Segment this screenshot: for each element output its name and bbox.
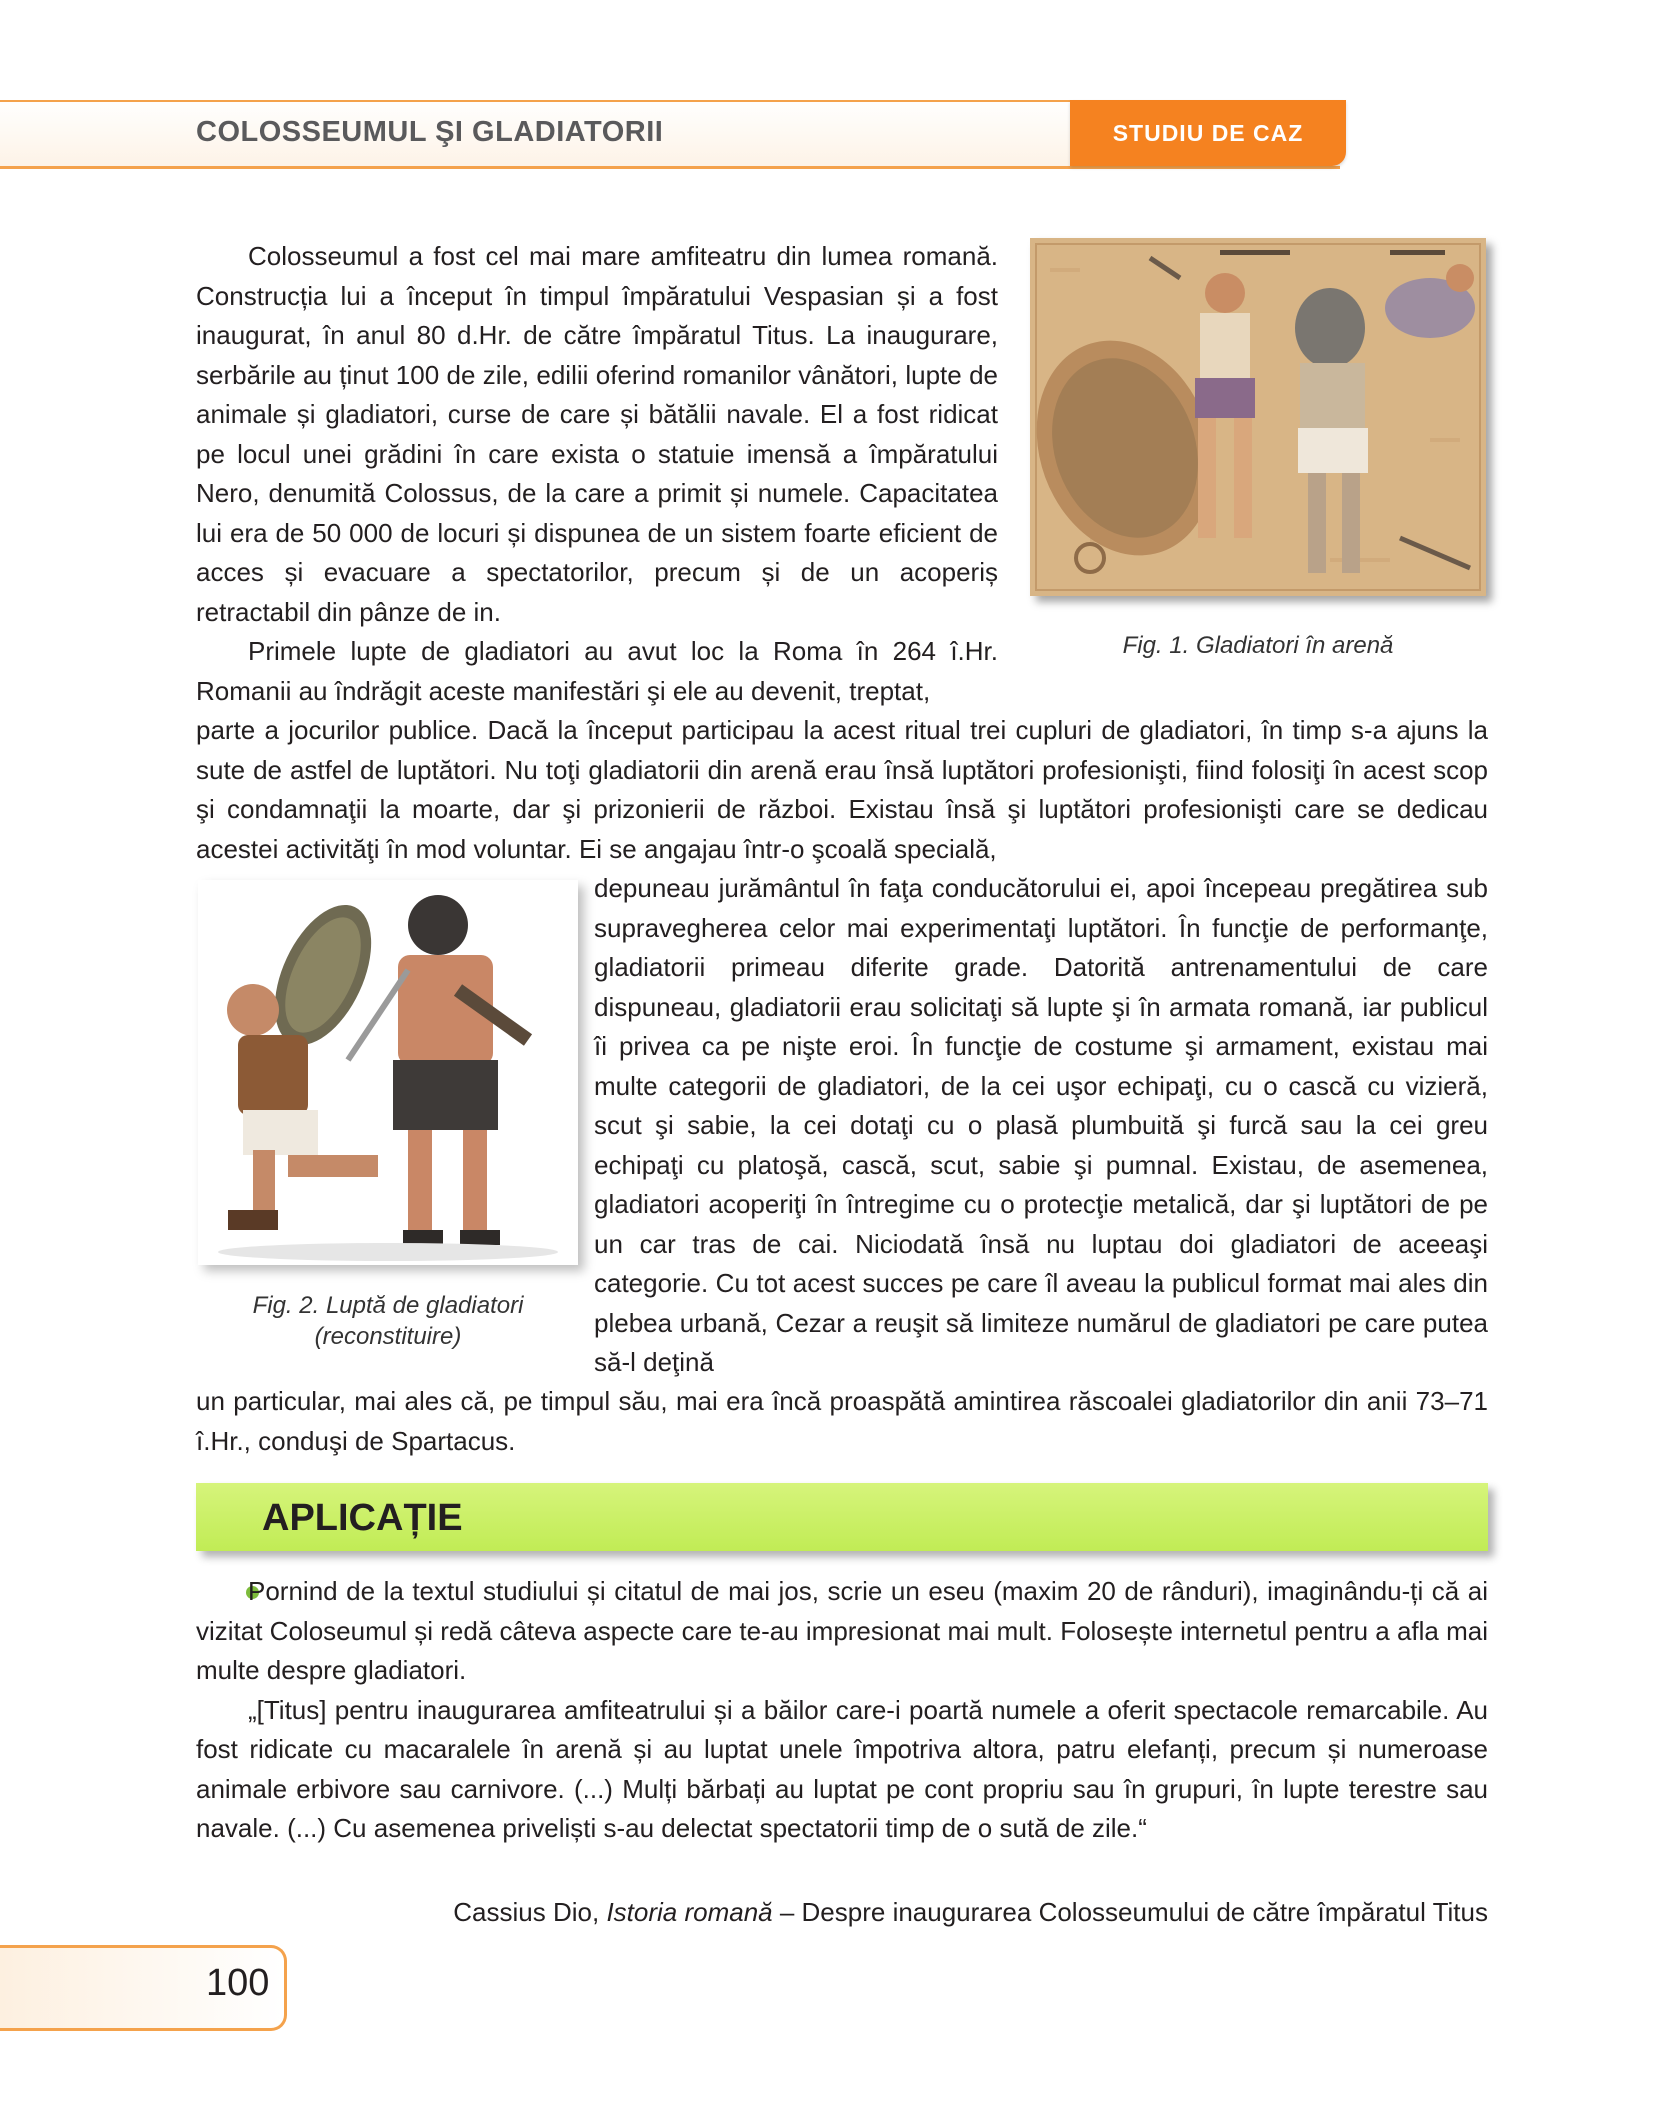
paragraph-colosseum-intro (196, 237, 998, 711)
aplicatie-task (196, 1572, 1488, 1849)
source-description: – Despre inaugurarea Colosseumului de către împăratul Titus (772, 1897, 1488, 1927)
aplicatie-title: APLICAȚIE (262, 1497, 463, 1539)
gladiator-fight-illustration (198, 880, 578, 1265)
paragraph-2-full-width: parte a jocurilor publice. Dacă la început participau la acest ritual trei cupluri de gladiatori, în timp s-a ajuns la sute de astfel de luptători. Nu toţi gladiatorii din arenă erau însă luptători profesionişti, fiind folosiţi în acest scop şi condamnaţii la moarte, dar şi prizonierii de război. Existau însă şi luptători profesionişti care se dedicau acestei activităţi în mod voluntar. Ei se angajau într-o şcoală specială, (196, 715, 1488, 864)
source-author: Cassius Dio, (453, 1897, 607, 1927)
mosaic-illustration (1030, 238, 1486, 596)
aplicatie-quote: „[Titus] pentru inaugurarea amfiteatrului și a băilor care-i poartă numele a oferit spectacole remarcabile. Au fost ridicate cu macaralele în arenă și au luptat unele împotriva altora, patru elefanți, precum și numeroase animale erbivore sau carnivore. (...) Mulți bărbați au luptat pe cont propriu sau în grupuri, în lupte terestre sau navale. (...) Cu asemenea priveliști s-au delectat spectatorii timp de o sută de zile.“ (196, 1694, 1488, 1843)
paragraph-2-start: Primele lupte de gladiatori au avut loc la Roma în 264 î.Hr. Romanii au îndrăgit aceste manifestări şi ele au devenit, treptat, (196, 636, 998, 706)
figure-1-caption: Fig. 1. Gladiatori în arenă (1122, 632, 1394, 659)
chapter-title: COLOSSEUMUL ŞI GLADIATORII (196, 116, 664, 148)
section-tab-studiu-de-caz: STUDIU DE CAZ (1070, 100, 1346, 166)
page-number: 100 (206, 1962, 270, 2004)
figure-2-caption-line2: (reconstituire) (314, 1323, 462, 1350)
paragraph-2-beside-figure: depuneau jurământul în faţa conducătorului ei, apoi începeau pregătirea sub supravegherea celor mai experimentaţi luptători. În funcţie de performanţe, gladiatorii primeau diferite grade. Datorită antrenamentului de care dispuneau, gladiatorii erau solicitaţi să lupte şi în armata romană, iar publicul îi privea ca pe nişte eroi. În funcţie de costume şi armament, existau mai multe categorii de gladiatori, de la cei uşor echipaţi, cu o cască cu vizieră, scut şi sabie, la cei dotaţi cu o plasă plumbuită şi furcă sau la cei greu echipaţi cu platoşă, cască, scut, sabie şi pumnal. Existau, de asemenea, gladiatori acoperiţi în întregime cu o protecţie metalică, dar şi luptători de pe un car tras de cai. Niciodată însă nu luptau doi gladiatori de aceeaşi categorie. Cu tot acest succes pe care îl aveau la publicul format mai ales din plebea urbană, Cezar a reuşit să limiteze numărul de gladiatori pe care putea să-l deţină (594, 873, 1488, 1377)
aplicatie-task-text: Pornind de la textul studiului și citatul de mai jos, scrie un eseu (maxim 20 de rânduri), imaginându-ți că ai vizitat Coloseumul și redă câteva aspecte care te-au impresionat mai mult. Folosește internetul pentru a afla mai multe despre gladiatori. (196, 1576, 1488, 1685)
figure-gladiator-fight-reconstruction (198, 880, 578, 1265)
paragraph-2-end: un particular, mai ales că, pe timpul său, mai era încă proaspătă amintirea răscoalei gladiatorilor din anii 73–71 î.Hr., conduşi de Spartacus. (196, 1386, 1488, 1456)
source-work-title: Istoria romană (606, 1897, 773, 1927)
figure-mosaic-gladiators (1030, 238, 1486, 596)
figure-2-caption-line1: Fig. 2. Luptă de gladiatori (252, 1292, 524, 1319)
quote-source (360, 1897, 1488, 1928)
figure-2-caption (198, 1290, 578, 1352)
paragraph-1: Colosseumul a fost cel mai mare amfiteatru din lumea romană. Construcția lui a început în timpul împăratului Vespasian și a fost inaugurat, în anul 80 d.Hr. de către împăratul Titus. La inaugurare, serbările au ținut 100 de zile, edilii oferind romanilor vânători, lupte de animale și gladiatori, curse de care și bătălii navale. El a fost ridicat pe locul unei grădini în care exista o statuie imensă a împăratului Nero, denumită Colossus, de la care a primit și numele. Capacitatea lui era de 50 000 de locuri și dispunea de un sistem foarte eficient de acces și evacuare a spectatorilor, precum și de un acoperiș retractabil din pânze de in. (196, 241, 998, 627)
